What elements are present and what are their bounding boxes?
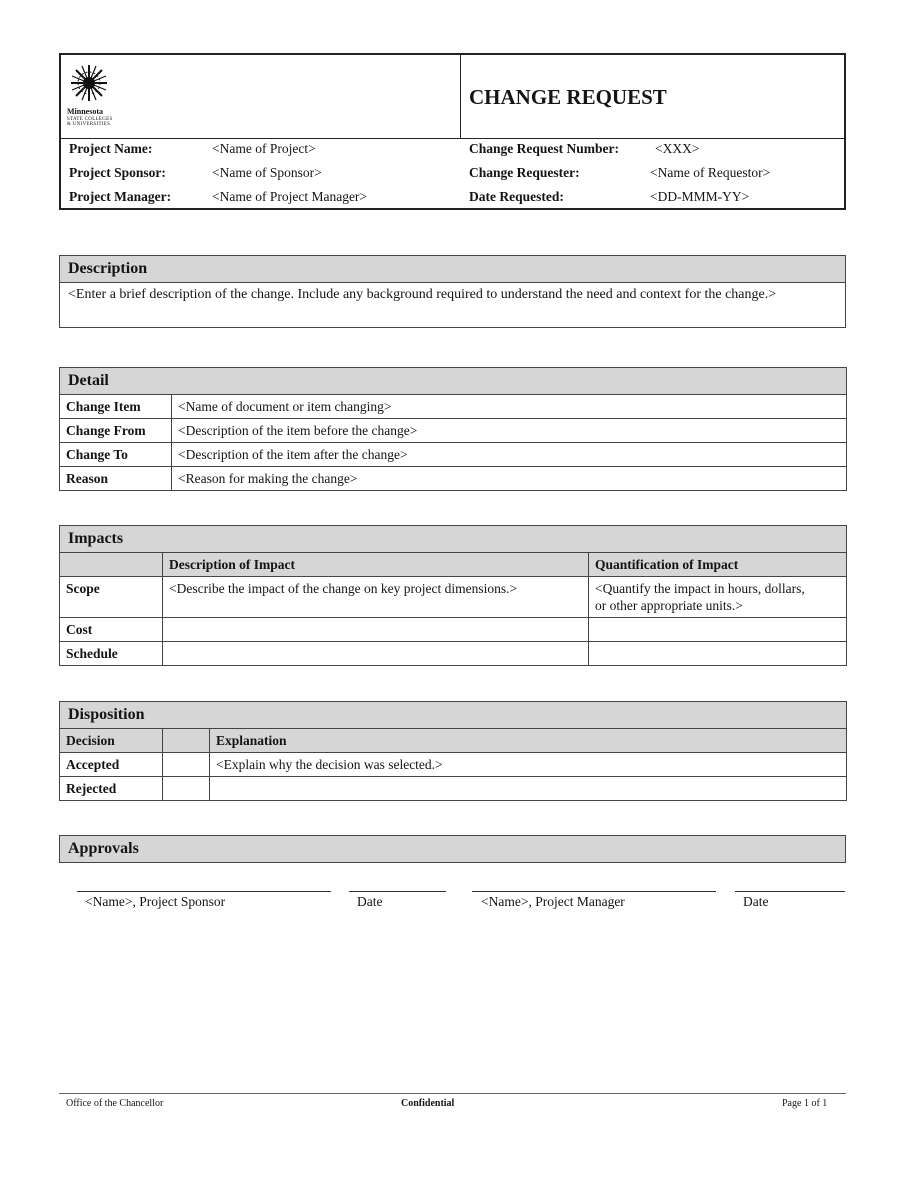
impact-quantification[interactable] <box>589 642 847 666</box>
date-label: Date <box>357 894 383 909</box>
date-line[interactable] <box>349 891 446 892</box>
approvals-title: Approvals <box>60 836 846 863</box>
description-title: Description <box>60 256 846 283</box>
detail-value[interactable]: <Description of the item after the change> <box>172 443 847 467</box>
page-title: CHANGE REQUEST <box>469 85 667 109</box>
decision-label: Rejected <box>60 777 163 801</box>
impact-quantification[interactable]: <Quantify the impact in hours, dollars, or other appropriate units.> <box>589 577 847 618</box>
decision-checkbox[interactable] <box>163 777 210 801</box>
date-requested-value[interactable]: <DD-MMM-YY> <box>650 189 750 204</box>
impact-description[interactable]: <Describe the impact of the change on key project dimensions.> <box>163 577 589 618</box>
impact-label: Schedule <box>60 642 163 666</box>
approvals-section <box>59 835 846 863</box>
description-section <box>59 255 846 328</box>
footer-confidential: Confidential <box>401 1098 455 1109</box>
detail-label: Reason <box>60 467 172 491</box>
project-manager-label: Project Manager: <box>69 189 172 204</box>
change-request-number-label: Change Request Number: <box>469 141 619 156</box>
decision-label: Accepted <box>60 753 163 777</box>
date-line[interactable] <box>735 891 845 892</box>
impacts-section <box>59 525 847 666</box>
decision-explanation[interactable]: <Explain why the decision was selected.> <box>210 753 847 777</box>
logo-name: Minnesota <box>67 107 103 116</box>
footer-office: Office of the Chancellor <box>66 1098 164 1109</box>
detail-title: Detail <box>60 368 847 395</box>
impact-label: Cost <box>60 618 163 642</box>
impacts-title: Impacts <box>60 526 847 553</box>
date-requested-label: Date Requested: <box>469 189 564 204</box>
logo-subtitle: & UNIVERSITIES <box>67 122 111 127</box>
change-requester-value[interactable]: <Name of Requestor> <box>650 165 771 180</box>
decision-checkbox[interactable] <box>163 753 210 777</box>
decision-header: Decision <box>60 729 163 753</box>
detail-value[interactable]: <Description of the item before the change> <box>172 419 847 443</box>
detail-value[interactable]: <Name of document or item changing> <box>172 395 847 419</box>
impact-quantification-header: Quantification of Impact <box>589 553 847 577</box>
project-name-value[interactable]: <Name of Project> <box>212 141 316 156</box>
change-requester-label: Change Requester: <box>469 165 580 180</box>
detail-value[interactable]: <Reason for making the change> <box>172 467 847 491</box>
signature-line[interactable] <box>472 891 716 892</box>
footer-divider <box>59 1093 846 1094</box>
project-name-label: Project Name: <box>69 141 153 156</box>
project-manager-value[interactable]: <Name of Project Manager> <box>212 189 368 204</box>
footer-page-number: Page 1 of 1 <box>782 1098 828 1109</box>
description-text[interactable]: <Enter a brief description of the change. Include any background required to understand the need and context for the change.> <box>60 283 846 328</box>
signature-line[interactable] <box>77 891 331 892</box>
impact-description[interactable] <box>163 618 589 642</box>
manager-signature-label: <Name>, Project Manager <box>481 894 625 909</box>
explanation-header: Explanation <box>210 729 847 753</box>
change-request-number-value[interactable]: <XXX> <box>655 141 700 156</box>
impact-description-header: Description of Impact <box>163 553 589 577</box>
decision-explanation[interactable] <box>210 777 847 801</box>
project-sponsor-label: Project Sponsor: <box>69 165 166 180</box>
impact-description[interactable] <box>163 642 589 666</box>
detail-label: Change To <box>60 443 172 467</box>
date-label: Date <box>743 894 769 909</box>
impact-quantification[interactable] <box>589 618 847 642</box>
logo-subtitle: STATE COLLEGES <box>67 117 113 122</box>
header-block <box>59 53 846 210</box>
project-sponsor-value[interactable]: <Name of Sponsor> <box>212 165 322 180</box>
sponsor-signature-label: <Name>, Project Sponsor <box>85 894 226 909</box>
detail-label: Change Item <box>60 395 172 419</box>
detail-label: Change From <box>60 419 172 443</box>
impact-label: Scope <box>60 577 163 618</box>
detail-section <box>59 367 847 491</box>
disposition-section <box>59 701 847 801</box>
disposition-title: Disposition <box>60 702 847 729</box>
